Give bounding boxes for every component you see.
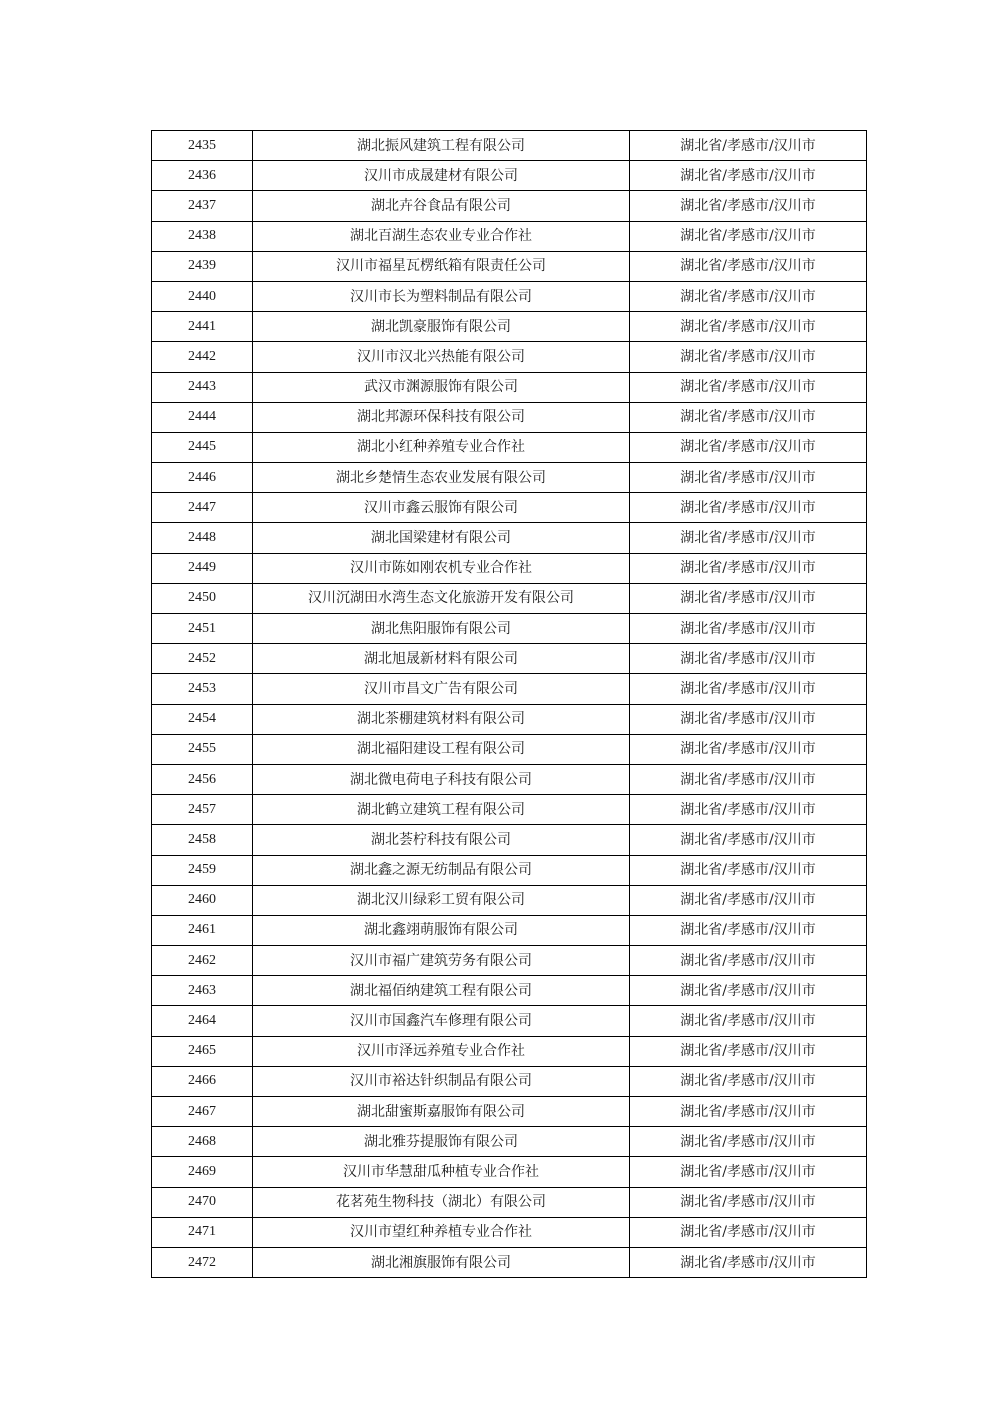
row-number-cell: 2449 <box>152 553 253 583</box>
company-name-cell: 湖北焦阳服饰有限公司 <box>253 614 630 644</box>
table-row <box>152 885 867 915</box>
table-row <box>152 915 867 945</box>
row-number-cell: 2461 <box>152 915 253 945</box>
region-cell: 湖北省/孝感市/汉川市 <box>630 1187 867 1217</box>
row-number-cell: 2467 <box>152 1097 253 1127</box>
region-cell: 湖北省/孝感市/汉川市 <box>630 402 867 432</box>
region-cell: 湖北省/孝感市/汉川市 <box>630 1127 867 1157</box>
company-name-cell: 汉川市福星瓦楞纸箱有限责任公司 <box>253 251 630 281</box>
row-number-cell: 2472 <box>152 1247 253 1277</box>
table-row <box>152 342 867 372</box>
region-cell: 湖北省/孝感市/汉川市 <box>630 1066 867 1096</box>
table-row <box>152 644 867 674</box>
region-cell: 湖北省/孝感市/汉川市 <box>630 312 867 342</box>
table-row <box>152 1036 867 1066</box>
row-number-cell: 2441 <box>152 312 253 342</box>
region-cell: 湖北省/孝感市/汉川市 <box>630 976 867 1006</box>
region-cell: 湖北省/孝感市/汉川市 <box>630 1157 867 1187</box>
company-list-body <box>152 131 867 1278</box>
company-name-cell: 湖北微电荷电子科技有限公司 <box>253 764 630 794</box>
company-name-cell: 汉川市华慧甜瓜种植专业合作社 <box>253 1157 630 1187</box>
company-name-cell: 湖北振风建筑工程有限公司 <box>253 131 630 161</box>
company-name-cell: 汉川市长为塑料制品有限公司 <box>253 281 630 311</box>
region-cell: 湖北省/孝感市/汉川市 <box>630 251 867 281</box>
row-number-cell: 2462 <box>152 946 253 976</box>
company-name-cell: 汉川市裕达针织制品有限公司 <box>253 1066 630 1096</box>
region-cell: 湖北省/孝感市/汉川市 <box>630 1247 867 1277</box>
company-name-cell: 湖北福阳建设工程有限公司 <box>253 734 630 764</box>
company-name-cell: 汉川市昌文广告有限公司 <box>253 674 630 704</box>
company-name-cell: 湖北甜蜜斯嘉服饰有限公司 <box>253 1097 630 1127</box>
company-name-cell: 湖北福佰纳建筑工程有限公司 <box>253 976 630 1006</box>
company-name-cell: 汉川市国鑫汽车修理有限公司 <box>253 1006 630 1036</box>
table-row <box>152 553 867 583</box>
row-number-cell: 2457 <box>152 795 253 825</box>
row-number-cell: 2460 <box>152 885 253 915</box>
row-number-cell: 2437 <box>152 191 253 221</box>
table-row <box>152 583 867 613</box>
region-cell: 湖北省/孝感市/汉川市 <box>630 674 867 704</box>
table-row <box>152 614 867 644</box>
row-number-cell: 2440 <box>152 281 253 311</box>
region-cell: 湖北省/孝感市/汉川市 <box>630 342 867 372</box>
row-number-cell: 2468 <box>152 1127 253 1157</box>
table-row <box>152 161 867 191</box>
row-number-cell: 2470 <box>152 1187 253 1217</box>
row-number-cell: 2450 <box>152 583 253 613</box>
region-cell: 湖北省/孝感市/汉川市 <box>630 614 867 644</box>
company-name-cell: 汉川市成晟建材有限公司 <box>253 161 630 191</box>
table-row <box>152 131 867 161</box>
company-name-cell: 湖北鹤立建筑工程有限公司 <box>253 795 630 825</box>
table-row <box>152 372 867 402</box>
table-row <box>152 1066 867 1096</box>
region-cell: 湖北省/孝感市/汉川市 <box>630 372 867 402</box>
region-cell: 湖北省/孝感市/汉川市 <box>630 885 867 915</box>
company-name-cell: 湖北汉川绿彩工贸有限公司 <box>253 885 630 915</box>
region-cell: 湖北省/孝感市/汉川市 <box>630 131 867 161</box>
company-name-cell: 湖北乡楚情生态农业发展有限公司 <box>253 463 630 493</box>
region-cell: 湖北省/孝感市/汉川市 <box>630 764 867 794</box>
region-cell: 湖北省/孝感市/汉川市 <box>630 1097 867 1127</box>
company-name-cell: 湖北湘旗服饰有限公司 <box>253 1247 630 1277</box>
company-name-cell: 湖北凯豪服饰有限公司 <box>253 312 630 342</box>
region-cell: 湖北省/孝感市/汉川市 <box>630 915 867 945</box>
region-cell: 湖北省/孝感市/汉川市 <box>630 825 867 855</box>
region-cell: 湖北省/孝感市/汉川市 <box>630 734 867 764</box>
table-row <box>152 825 867 855</box>
table-row <box>152 855 867 885</box>
table-row <box>152 251 867 281</box>
row-number-cell: 2444 <box>152 402 253 432</box>
table-row <box>152 795 867 825</box>
company-name-cell: 湖北雅芬提服饰有限公司 <box>253 1127 630 1157</box>
region-cell: 湖北省/孝感市/汉川市 <box>630 583 867 613</box>
company-name-cell: 花茗苑生物科技（湖北）有限公司 <box>253 1187 630 1217</box>
table-row <box>152 976 867 1006</box>
region-cell: 湖北省/孝感市/汉川市 <box>630 161 867 191</box>
table-row <box>152 734 867 764</box>
row-number-cell: 2448 <box>152 523 253 553</box>
company-name-cell: 湖北卉谷食品有限公司 <box>253 191 630 221</box>
row-number-cell: 2445 <box>152 432 253 462</box>
table-row <box>152 1127 867 1157</box>
table-row <box>152 493 867 523</box>
row-number-cell: 2435 <box>152 131 253 161</box>
table-row <box>152 523 867 553</box>
table-row <box>152 1217 867 1247</box>
company-name-cell: 武汉市渊源服饰有限公司 <box>253 372 630 402</box>
row-number-cell: 2446 <box>152 463 253 493</box>
company-name-cell: 汉川市陈如刚农机专业合作社 <box>253 553 630 583</box>
row-number-cell: 2458 <box>152 825 253 855</box>
company-name-cell: 湖北荟柠科技有限公司 <box>253 825 630 855</box>
table-row <box>152 191 867 221</box>
region-cell: 湖北省/孝感市/汉川市 <box>630 432 867 462</box>
region-cell: 湖北省/孝感市/汉川市 <box>630 493 867 523</box>
row-number-cell: 2436 <box>152 161 253 191</box>
table-row <box>152 221 867 251</box>
row-number-cell: 2451 <box>152 614 253 644</box>
row-number-cell: 2447 <box>152 493 253 523</box>
row-number-cell: 2454 <box>152 704 253 734</box>
table-row <box>152 704 867 734</box>
row-number-cell: 2438 <box>152 221 253 251</box>
company-name-cell: 湖北茶棚建筑材料有限公司 <box>253 704 630 734</box>
company-name-cell: 湖北旭晟新材料有限公司 <box>253 644 630 674</box>
table-row <box>152 1187 867 1217</box>
company-name-cell: 汉川市望红种养植专业合作社 <box>253 1217 630 1247</box>
table-row <box>152 312 867 342</box>
table-row <box>152 764 867 794</box>
row-number-cell: 2455 <box>152 734 253 764</box>
table-row <box>152 281 867 311</box>
region-cell: 湖北省/孝感市/汉川市 <box>630 1036 867 1066</box>
region-cell: 湖北省/孝感市/汉川市 <box>630 795 867 825</box>
region-cell: 湖北省/孝感市/汉川市 <box>630 523 867 553</box>
row-number-cell: 2452 <box>152 644 253 674</box>
region-cell: 湖北省/孝感市/汉川市 <box>630 704 867 734</box>
company-name-cell: 湖北小红种养殖专业合作社 <box>253 432 630 462</box>
company-name-cell: 湖北国梁建材有限公司 <box>253 523 630 553</box>
table-row <box>152 1006 867 1036</box>
region-cell: 湖北省/孝感市/汉川市 <box>630 191 867 221</box>
table-row <box>152 402 867 432</box>
region-cell: 湖北省/孝感市/汉川市 <box>630 1006 867 1036</box>
region-cell: 湖北省/孝感市/汉川市 <box>630 855 867 885</box>
row-number-cell: 2466 <box>152 1066 253 1096</box>
row-number-cell: 2456 <box>152 764 253 794</box>
company-name-cell: 汉川市汉北兴热能有限公司 <box>253 342 630 372</box>
region-cell: 湖北省/孝感市/汉川市 <box>630 553 867 583</box>
row-number-cell: 2443 <box>152 372 253 402</box>
company-name-cell: 湖北百湖生态农业专业合作社 <box>253 221 630 251</box>
region-cell: 湖北省/孝感市/汉川市 <box>630 221 867 251</box>
row-number-cell: 2439 <box>152 251 253 281</box>
row-number-cell: 2459 <box>152 855 253 885</box>
table-row <box>152 1097 867 1127</box>
company-name-cell: 汉川市鑫云服饰有限公司 <box>253 493 630 523</box>
row-number-cell: 2465 <box>152 1036 253 1066</box>
table-row <box>152 1247 867 1277</box>
row-number-cell: 2471 <box>152 1217 253 1247</box>
table-row <box>152 946 867 976</box>
company-name-cell: 汉川市泽远养殖专业合作社 <box>253 1036 630 1066</box>
table-row <box>152 432 867 462</box>
company-name-cell: 湖北邦源环保科技有限公司 <box>253 402 630 432</box>
row-number-cell: 2453 <box>152 674 253 704</box>
row-number-cell: 2463 <box>152 976 253 1006</box>
region-cell: 湖北省/孝感市/汉川市 <box>630 1217 867 1247</box>
company-name-cell: 汉川市福广建筑劳务有限公司 <box>253 946 630 976</box>
row-number-cell: 2469 <box>152 1157 253 1187</box>
region-cell: 湖北省/孝感市/汉川市 <box>630 644 867 674</box>
region-cell: 湖北省/孝感市/汉川市 <box>630 946 867 976</box>
company-name-cell: 湖北鑫之源无纺制品有限公司 <box>253 855 630 885</box>
company-name-cell: 汉川沉湖田水湾生态文化旅游开发有限公司 <box>253 583 630 613</box>
table-row <box>152 1157 867 1187</box>
row-number-cell: 2442 <box>152 342 253 372</box>
region-cell: 湖北省/孝感市/汉川市 <box>630 281 867 311</box>
row-number-cell: 2464 <box>152 1006 253 1036</box>
company-name-cell: 湖北鑫翊萌服饰有限公司 <box>253 915 630 945</box>
table-row <box>152 463 867 493</box>
region-cell: 湖北省/孝感市/汉川市 <box>630 463 867 493</box>
company-list-table <box>151 130 867 1278</box>
table-row <box>152 674 867 704</box>
